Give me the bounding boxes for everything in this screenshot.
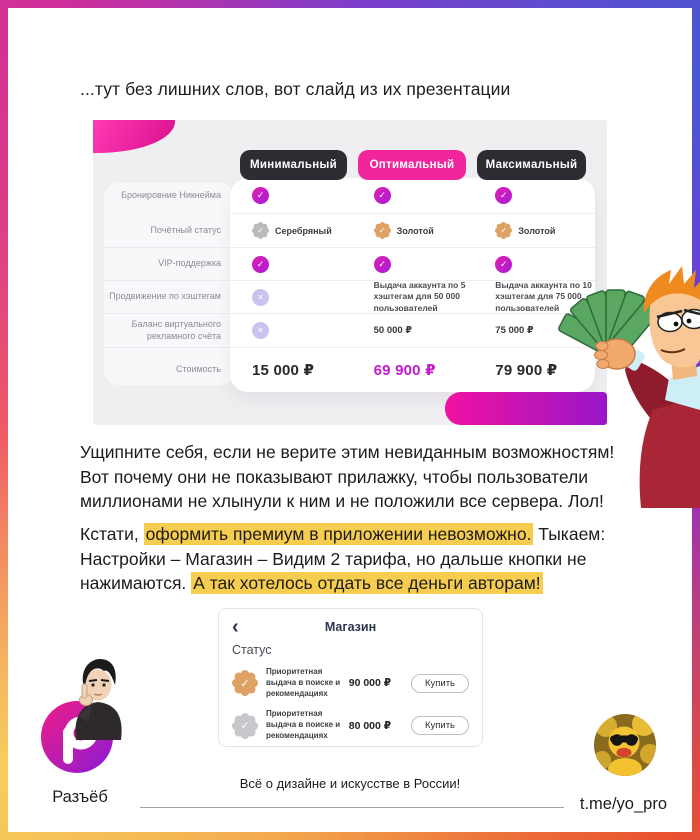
tab-minimal[interactable] bbox=[240, 150, 347, 180]
chevron-left-icon[interactable]: ‹ bbox=[232, 616, 239, 638]
silver-badge-icon: ✓ bbox=[232, 713, 258, 739]
check-icon: ✓ bbox=[374, 256, 391, 273]
balance-value: 75 000 ₽ bbox=[495, 325, 534, 336]
table-row bbox=[104, 314, 595, 348]
plan-price: 79 900 ₽ bbox=[495, 362, 558, 379]
pink-wedge-decoration bbox=[93, 120, 175, 153]
brand-name: Разъёб bbox=[52, 788, 108, 806]
tab-optimal-label: Оптимальный bbox=[369, 159, 455, 171]
pricing-slide bbox=[93, 120, 607, 425]
shop-section-label: Статус bbox=[232, 643, 272, 657]
badge-label: Серебряный bbox=[275, 225, 332, 236]
shop-item-price: 80 000 ₽ bbox=[348, 719, 392, 732]
badge-label: Золотой bbox=[396, 225, 434, 236]
tab-maximal-label: Максимальный bbox=[485, 159, 578, 171]
row-label: Продвижение по хэштегам bbox=[104, 281, 230, 314]
intro-text: ...тут без лишних слов, вот слайд из их презентации bbox=[80, 79, 511, 99]
badge-label: Золотой bbox=[518, 225, 556, 236]
row-label: VIP-поддержка bbox=[104, 248, 230, 281]
cross-icon: ✕ bbox=[252, 322, 269, 339]
highlighted-text: А так хотелось отдать все деньги авторам! bbox=[193, 573, 541, 593]
paragraph-2 bbox=[80, 522, 640, 596]
row-label: Баланс виртуального рекламного счёта bbox=[104, 314, 230, 348]
table-row bbox=[104, 248, 595, 281]
channel-handle: t.me/yo_pro bbox=[579, 795, 667, 813]
footer-slogan: Всё о дизайне и искусстве в России! bbox=[239, 776, 461, 791]
plan-price-accent: 69 900 ₽ bbox=[373, 362, 436, 379]
plan-price: 15 000 ₽ bbox=[252, 362, 315, 379]
paragraph-1-line: Ущипните себя, если не верите этим невиданным возможностям! bbox=[80, 442, 615, 462]
fry-take-my-money-meme bbox=[543, 258, 700, 508]
shop-item-description: Приоритетная выдача в поиске и рекомендациях bbox=[266, 667, 341, 698]
feature-text: Выдача аккаунта по 5 хэштегам для 50 000 пользователей bbox=[373, 280, 466, 313]
row-label: Бронировние Никнейма bbox=[121, 190, 221, 201]
shop-screenshot-card bbox=[218, 608, 483, 747]
check-icon: ✓ bbox=[374, 187, 391, 204]
shop-item-silver bbox=[219, 705, 482, 747]
tab-maximal[interactable] bbox=[477, 150, 586, 180]
footer-divider bbox=[140, 807, 564, 808]
cross-icon: ✕ bbox=[252, 289, 269, 306]
buy-button[interactable]: Купить bbox=[411, 674, 469, 693]
table-row bbox=[104, 281, 595, 314]
gold-badge-icon: ✓ bbox=[374, 222, 391, 239]
shop-item-price: 90 000 ₽ bbox=[348, 677, 392, 690]
row-label: Почётный статус bbox=[104, 214, 230, 248]
plans-table bbox=[104, 178, 595, 392]
highlighted-text: оформить премиум в приложении невозможно. bbox=[145, 524, 532, 544]
row-label: Стоимость bbox=[175, 364, 221, 375]
check-icon: ✓ bbox=[252, 256, 269, 273]
feature-text: Выдача аккаунта по 10 хэштегам для 75 000 пользователей bbox=[495, 280, 592, 313]
paragraph-2-line: Настройки – Магазин – Видим 2 тарифа, но дальше кнопки не bbox=[80, 548, 587, 569]
shop-item-description: Приоритетная выдача в поиске и рекомендациях bbox=[266, 709, 341, 740]
channel-avatar-duck bbox=[594, 714, 656, 776]
tab-optimal[interactable] bbox=[358, 150, 466, 180]
table-row bbox=[104, 214, 595, 248]
silver-badge-icon: ✓ bbox=[252, 222, 269, 239]
shop-title: Магазин bbox=[324, 620, 377, 634]
check-icon: ✓ bbox=[252, 187, 269, 204]
tab-minimal-label: Минимальный bbox=[250, 159, 337, 171]
shop-item-gold bbox=[219, 663, 482, 705]
paragraph-2-line: нажимаются. А так хотелось отдать все деньги авторам! bbox=[80, 573, 541, 593]
check-icon: ✓ bbox=[495, 187, 512, 204]
table-row bbox=[104, 178, 595, 214]
gold-badge-icon: ✓ bbox=[232, 670, 258, 696]
paragraph-1-line: Вот почему они не показывают прилажку, чтобы пользователи bbox=[80, 466, 589, 487]
paragraph-1-line: миллионами не хлынули к ним и не положили все сервера. Лол! bbox=[80, 491, 604, 511]
check-icon: ✓ bbox=[495, 256, 512, 273]
balance-value: 50 000 ₽ bbox=[373, 325, 412, 336]
gold-badge-icon: ✓ bbox=[495, 222, 512, 239]
durov-cartoon bbox=[62, 656, 134, 740]
paragraph-2-line: Кстати, оформить премиум в приложении невозможно. Тыкаем: bbox=[80, 524, 606, 544]
table-row bbox=[104, 348, 595, 392]
buy-button[interactable]: Купить bbox=[411, 716, 469, 735]
